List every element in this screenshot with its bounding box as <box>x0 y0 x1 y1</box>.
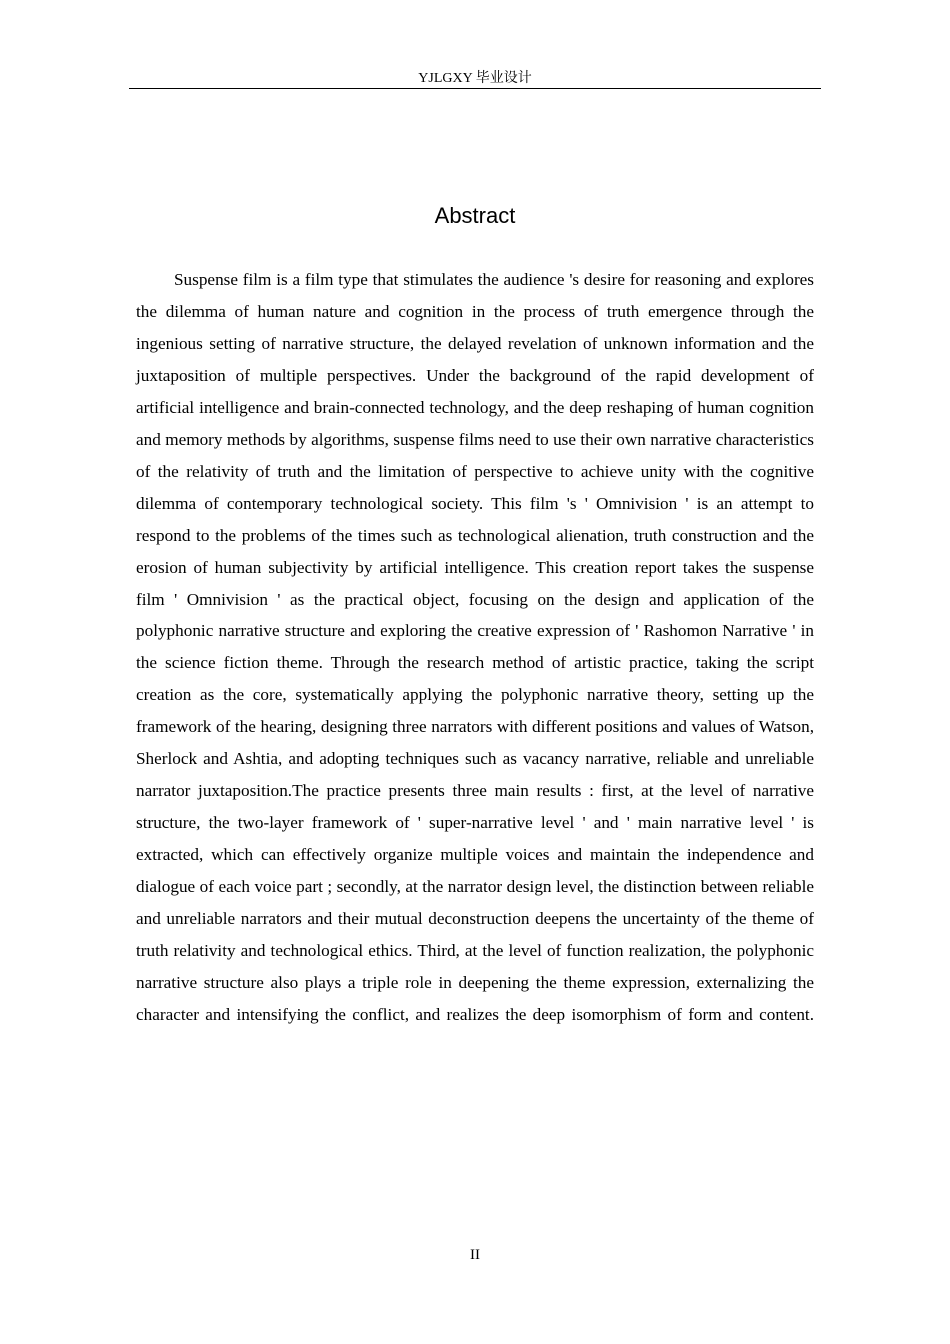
abstract-title: Abstract <box>434 203 516 228</box>
page-number: II <box>470 1247 480 1263</box>
abstract-body: Suspense film is a film type that stimulates the audience 's desire for reasoning and explores the dilemma of human nature and cognition in the process of truth emergence through the ingenious setting of narrative structure, the delayed revelation of unknown information and the juxtaposition of multiple perspectives. Under the background of the rapid development of artificial intelligence and brain-connected technology, and the deep reshaping of human cognition and memory methods by algorithms, suspense films need to use their own narrative characteristics of the relativity of truth and the limitation of perspective to achieve unity with the cognitive dilemma of contemporary technological society. This film 's ' Omnivision ' is an attempt to respond to the problems of the times such as technological alienation, truth construction and the erosion of human subjectivity by artificial intelligence. This creation report takes the suspense film ' Omnivision ' as the practical object, focusing on the design and application of the polyphonic narrative structure and exploring the creative expression of ' Rashomon Narrative ' in the science fiction theme. Through the research method of artistic practice, taking the script creation as the core, systematically applying the polyphonic narrative theory, setting up the framework of the hearing, designing three narrators with different positions and values of Watson, Sherlock and Ashtia, and adopting techniques such as vacancy narrative, reliable and unreliable narrator juxtaposition.The practice presents three main results : first, at the level of narrative structure, the two-layer framework of ' super-narrative level ' and ' main narrative level ' is extracted, which can effectively organize multiple voices and maintain the independence and dialogue of each voice part ; secondly, at the narrator design level, the distinction between reliable and unreliable narrators and their mutual deconstruction deepens the uncertainty of the theme of truth relativity and technological ethics. Third, at the level of function realization, the polyphonic narrative structure also plays a triple role in deepening the theme expression, externalizing the character and intensifying the conflict, and realizes the deep isomorphism of form and content. <box>136 270 814 1024</box>
header-divider <box>129 88 821 89</box>
page-header: YJLGXY 毕业设计 <box>418 71 532 86</box>
